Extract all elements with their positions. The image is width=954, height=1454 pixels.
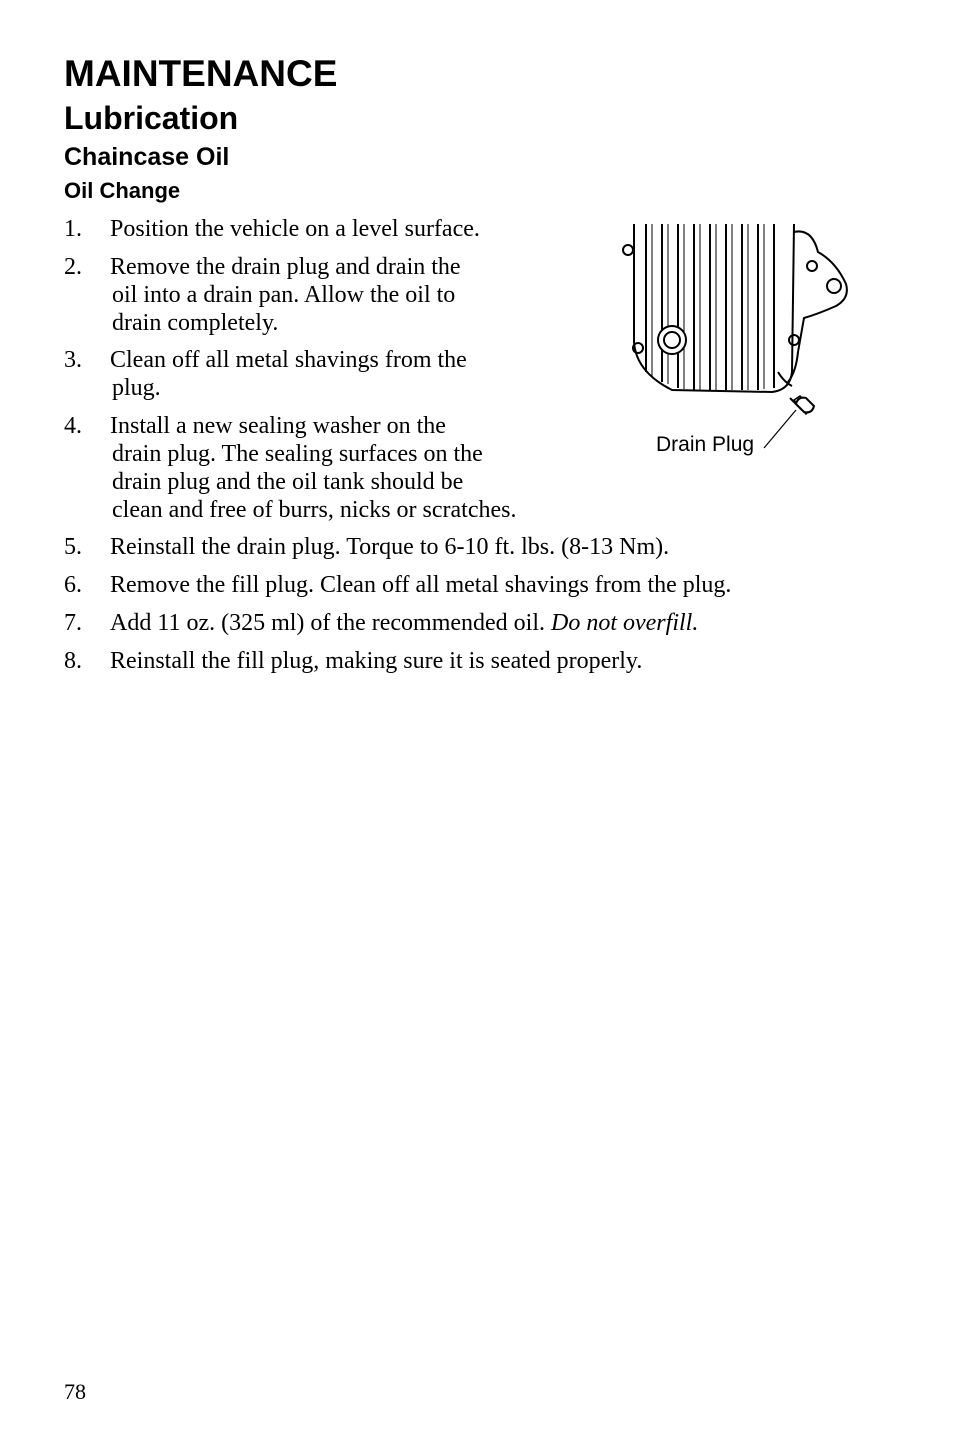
step-number: 3. (64, 347, 82, 373)
step-number: 4. (64, 413, 82, 439)
step-8 (64, 647, 642, 675)
step-number: 8. (64, 648, 82, 674)
step-6 (64, 571, 731, 599)
step-number: 2. (64, 254, 82, 280)
procedure-title: Oil Change (64, 178, 181, 203)
step-text: Reinstall the drain plug. Torque to 6-10 ft. lbs. (8-13 Nm). (110, 534, 670, 560)
section-title: MAINTENANCE (64, 53, 338, 94)
step-text: Add 11 oz. (325 ml) of the recommended oil. (110, 610, 545, 636)
step-text: Reinstall the fill plug, making sure it is seated properly. (110, 648, 643, 674)
step-text: Clean off all metal shavings from the (110, 347, 467, 373)
step-5 (64, 533, 669, 561)
step-text: drain completely. (112, 310, 279, 336)
step-text: Position the vehicle on a level surface. (110, 216, 480, 242)
step-text: drain plug and the oil tank should be (112, 469, 464, 495)
step-number: 1. (64, 216, 82, 242)
step-text: Remove the drain plug and drain the (110, 254, 461, 280)
step-text: oil into a drain pan. Allow the oil to (112, 282, 456, 308)
step-number: 5. (64, 534, 82, 560)
step-1 (64, 215, 480, 243)
page-number: 78 (64, 1379, 86, 1404)
drain-plug-callout: Drain Plug (656, 433, 755, 456)
subtopic-title: Chaincase Oil (64, 143, 230, 171)
step-text: plug. (112, 375, 161, 401)
step-text: clean and free of burrs, nicks or scratches. (112, 497, 517, 523)
step-2 (64, 253, 461, 337)
step-number: 6. (64, 572, 82, 598)
step-text: Remove the fill plug. Clean off all metal shavings from the plug. (110, 572, 732, 598)
step-text: drain plug. The sealing surfaces on the (112, 441, 483, 467)
step-7 (64, 609, 698, 637)
step-text: Install a new sealing washer on the (110, 413, 446, 439)
step-number: 7. (64, 610, 82, 636)
topic-title: Lubrication (64, 100, 239, 136)
step-warning: Do not overfill. (551, 610, 699, 636)
step-4 (64, 412, 516, 524)
step-3 (64, 346, 467, 402)
